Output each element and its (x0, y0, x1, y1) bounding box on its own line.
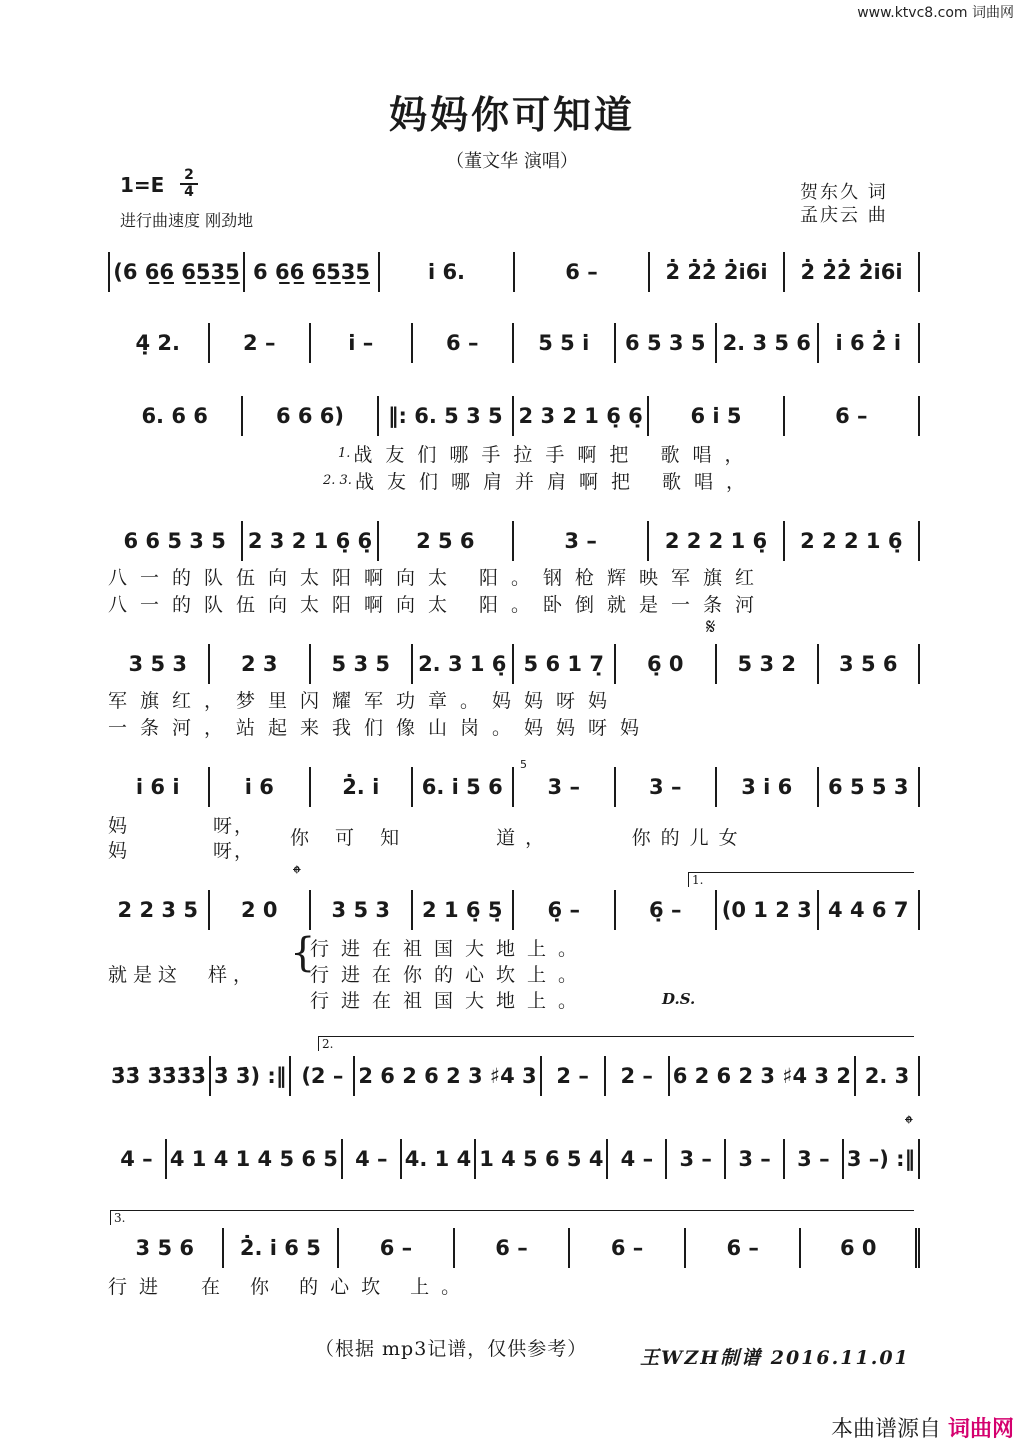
measure: 6 2 6 2 3 ♯4 3 2 (670, 1056, 856, 1096)
measure: 2 1 6̣ 5̣ (413, 890, 515, 930)
coda-sign: 𝄌 (905, 1112, 913, 1137)
lyric-line-verse-2 (310, 960, 610, 986)
lyric-line-verse-1 (108, 440, 920, 466)
performer: （董文华 演唱） (446, 151, 578, 172)
score-row-10 (108, 1228, 920, 1268)
measure: 3 – (514, 767, 616, 807)
measure: 6 – (515, 252, 650, 292)
measure: 3 5 3 (108, 644, 210, 684)
measure: 6 – (570, 1228, 686, 1268)
lyric-line-verse-2 (108, 590, 920, 616)
measure: 4 1 4 1 4 5 6 5 (167, 1139, 343, 1179)
measure: 6̣ – (616, 890, 718, 930)
measure: 6 – (785, 396, 920, 436)
lyric-line-left (108, 960, 288, 986)
measure: 2 3 2 1 6̣ 6̣ (243, 521, 378, 561)
second-ending-bracket: 2. (318, 1036, 914, 1051)
lyric-line-verse-3 (310, 986, 610, 1012)
measure: 3 – (514, 521, 649, 561)
measure: 3 – (726, 1139, 785, 1179)
measure: 2 2 2 1 6̣ (785, 521, 920, 561)
measure: 2 0 (210, 890, 312, 930)
lyric-line-verse-2 (108, 713, 920, 739)
verse-number: 2. 3. (323, 472, 352, 488)
measure: 2̇. i̇ (311, 767, 413, 807)
measure: (0 1 2 3 (717, 890, 819, 930)
transcription-note: （根据 mp3记谱，仅供参考） (315, 1338, 588, 1360)
measure: 2 – (606, 1056, 670, 1096)
measure: i̇ 6 (210, 767, 312, 807)
lyric-brace: { (290, 930, 316, 976)
measure: 4̣ 2. (108, 323, 210, 363)
measure: 2 2 3 5 (108, 890, 210, 930)
lyric-text: 战友们哪手拉手啊把 歌唱， (353, 443, 757, 466)
lyric-line-verse-1 (108, 686, 920, 712)
source-brand-link[interactable]: 词曲网 (947, 1417, 1014, 1442)
first-ending-bracket: 1. (688, 872, 914, 887)
measure: 2 – (210, 323, 312, 363)
measure: 6 – (686, 1228, 802, 1268)
third-ending-bracket: 3. (110, 1210, 914, 1225)
score-row-5 (108, 644, 920, 684)
measure: 2. 3 1 6̣ (413, 644, 515, 684)
measure: 2 6 2 6 2 3 ♯4 3 (355, 1056, 541, 1096)
measure: 6. i̇ 5 6 (413, 767, 515, 807)
lyric-line-verse-1 (108, 811, 288, 837)
measure: 3 5 6 (819, 644, 921, 684)
measure: 6̣ 0 (616, 644, 718, 684)
measure: 2 2 2 1 6̣ (649, 521, 784, 561)
measure: 2 – (542, 1056, 606, 1096)
measure: 2. 3 5 6 (717, 323, 819, 363)
transcriber-signature: 王WZH制谱 2016.11.01 (640, 1347, 910, 1369)
score-row-1 (108, 252, 920, 292)
segno-sign: 𝄋 (706, 615, 716, 640)
measure: 3̇3̇ 3̇3̇3̇3̇ (108, 1056, 211, 1096)
measure: 3 – (785, 1139, 844, 1179)
measure: 5 3 2 (717, 644, 819, 684)
lyric-text: 行进在你的心坎上。 (310, 963, 590, 986)
song-title: 妈妈你可知道 (388, 92, 635, 137)
measure: 3 –) :‖ (844, 1139, 920, 1179)
measure: 2. 3 (856, 1056, 920, 1096)
lyric-text: 妈 呀， (108, 814, 256, 837)
measure: 2̇. i̇ 6 5 (224, 1228, 340, 1268)
lyric-line-verse-2 (108, 836, 288, 862)
measure: 4 4 6 7 (819, 890, 921, 930)
lyric-text: 战友们哪肩并肩啊把 歌唱， (354, 470, 758, 493)
lyric-text: 行进在祖国大地上。 (310, 989, 590, 1012)
measure: 2̇ 2̇2̇ 2̇i̇6i̇ (650, 252, 785, 292)
grace-note: 5 (520, 758, 527, 771)
measure: i̇ – (311, 323, 413, 363)
lyric-text: 就是这 样， (108, 963, 259, 986)
score-row-9 (108, 1139, 920, 1179)
lyric-text: 八一的队伍向太阳啊向太 阳。钢枪辉映军旗红 (108, 566, 768, 589)
measure: 3̇ 3̇) :‖ (211, 1056, 291, 1096)
measure: 6 6̲6̲ 6̲5̲3̲5̲ (245, 252, 380, 292)
measure: 2 3 2 1 6̣ 6̣ (514, 396, 649, 436)
measure: 3 5 6 (108, 1228, 224, 1268)
measure: 1 4 5 6 5 4 (476, 1139, 608, 1179)
measure: 6 – (413, 323, 515, 363)
measure: i̇ 6 i̇ (108, 767, 210, 807)
score-row-8 (108, 1056, 920, 1096)
measure: 2 5 6 (379, 521, 514, 561)
measure: 6 5 3 5 (616, 323, 718, 363)
lyric-line-verse-1 (108, 563, 920, 589)
time-top: 2 (184, 167, 194, 183)
measure: 4 – (608, 1139, 667, 1179)
lyric-text: 军旗红，梦里闪耀军功章。妈妈呀妈 (108, 689, 621, 712)
score-row-6 (108, 767, 920, 807)
site-watermark: www.ktvc8.com 词曲网 (857, 5, 1014, 21)
measure: 4 – (108, 1139, 167, 1179)
measure: 6̣ – (514, 890, 616, 930)
measure: 3 – (667, 1139, 726, 1179)
measure: i̇ 6. (380, 252, 515, 292)
measure: 6 6 5 3 5 (108, 521, 243, 561)
measure: 6 5 5 3 (819, 767, 921, 807)
measure: 6 6 6) (243, 396, 378, 436)
lyric-line-verse-1 (310, 934, 610, 960)
key-signature: 1=E (120, 173, 165, 197)
source-prefix: 本曲谱源自 (830, 1417, 941, 1442)
measure: 6 i̇ 5 (649, 396, 784, 436)
score-row-2 (108, 323, 920, 363)
dal-segno: D.S. (662, 990, 696, 1008)
verse-number: 1. (338, 445, 351, 461)
measure: 6 0 (801, 1228, 920, 1268)
composer-credit: 孟庆云 曲 (800, 205, 888, 226)
coda-sign: 𝄌 (293, 862, 301, 887)
lyricist-credit: 贺东久 词 (800, 182, 888, 203)
measure: (2 – (291, 1056, 355, 1096)
measure: 4. 1 4 (402, 1139, 476, 1179)
score-row-3 (108, 396, 920, 436)
measure: 5 3 5 (311, 644, 413, 684)
lyric-text: 行进 在 你 的心坎 上。 (108, 1275, 473, 1298)
measure: i̇ 6 2̇ i̇ (819, 323, 921, 363)
lyric-line-shared (290, 823, 910, 849)
measure: 5 5 i̇ (514, 323, 616, 363)
lyric-line-verse-2 (108, 467, 920, 493)
measure: 6 – (455, 1228, 571, 1268)
source-credit (831, 1412, 1014, 1443)
score-row-7 (108, 890, 920, 930)
measure: 6. 6 6 (108, 396, 243, 436)
measure: 6 – (339, 1228, 455, 1268)
lyric-text: 一条河，站起来我们像山岗。妈妈呀妈 (108, 716, 653, 739)
measure: 4 – (343, 1139, 402, 1179)
measure: (6 6̲6̲ 6̲5̲3̲5̲ (108, 252, 245, 292)
lyric-text: 行进在祖国大地上。 (310, 937, 590, 960)
measure: 5 6 1 7̣ (514, 644, 616, 684)
measure: 3 5 3 (311, 890, 413, 930)
measure: 3 i̇ 6 (717, 767, 819, 807)
lyric-line-final (108, 1272, 473, 1298)
measure: 3 – (616, 767, 718, 807)
measure: 2 3 (210, 644, 312, 684)
measure: ‖: 6. 5 3 5 (379, 396, 514, 436)
lyric-text: 八一的队伍向太阳啊向太 阳。卧倒就是一条河 (108, 593, 768, 616)
tempo-marking: 进行曲速度 刚劲地 (120, 211, 254, 230)
score-row-4 (108, 521, 920, 561)
time-signature (180, 168, 198, 200)
lyric-text: 你 可 知 道， 你的儿女 (290, 826, 748, 849)
measure: 2̇ 2̇2̇ 2̇i̇6i̇ (785, 252, 920, 292)
lyric-text: 妈 呀， (108, 839, 256, 862)
time-bottom: 4 (180, 183, 198, 200)
